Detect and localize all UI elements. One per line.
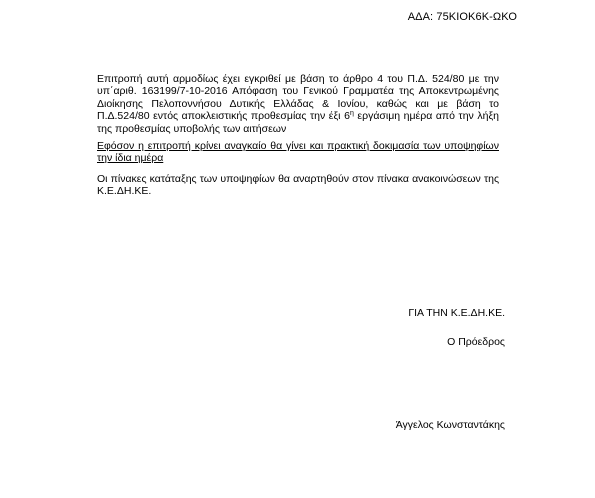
signature-role: Ο Πρόεδρος xyxy=(447,336,505,348)
signature-name: Άγγελος Κωνσταντάκης xyxy=(395,419,505,431)
paragraph-approval xyxy=(97,73,499,135)
signature-organization: ΓΙΑ ΤΗΝ Κ.Ε.ΔΗ.ΚΕ. xyxy=(408,307,505,319)
paragraph-ranking-tables: Οι πίνακες κατάταξης των υποψηφίων θα αναρτηθούν στον πίνακα ανακοινώσεων της Κ.Ε.ΔΗ.ΚΕ. xyxy=(97,172,499,198)
paragraph-practical-test: Εφόσον η επιτροπή κρίνει αναγκαίο θα γίνει και πρακτική δοκιμασία των υποψηφίων την ίδια ημέρα xyxy=(97,140,499,165)
ordinal-superscript: η xyxy=(349,110,354,118)
paragraph-approval-text-2: εργάσιμη ημέρα από την λήξη της προθεσμίας υποβολής των αιτήσεων xyxy=(97,110,499,135)
ada-code: ΑΔΑ: 75ΚΙΟΚ6Κ-ΩΚΟ xyxy=(407,11,517,23)
document-body xyxy=(97,73,499,198)
paragraph-approval-text-1: Επιτροπή αυτή αρμοδίως έχει εγκριθεί με βάση το άρθρο 4 του Π.Δ. 524/80 με την υπ΄αριθ. 163199/7-10-2016 Απόφαση του Γενικού Γραμματέα της Αποκεντρωμένης Διοίκησης Πελοποννήσου Δυτικής Ελλάδας & Ιονίου, καθώς και με βάση το Π.Δ.524/80 εντός αποκλειστικής προθεσμίας την έξι 6 xyxy=(97,73,499,123)
